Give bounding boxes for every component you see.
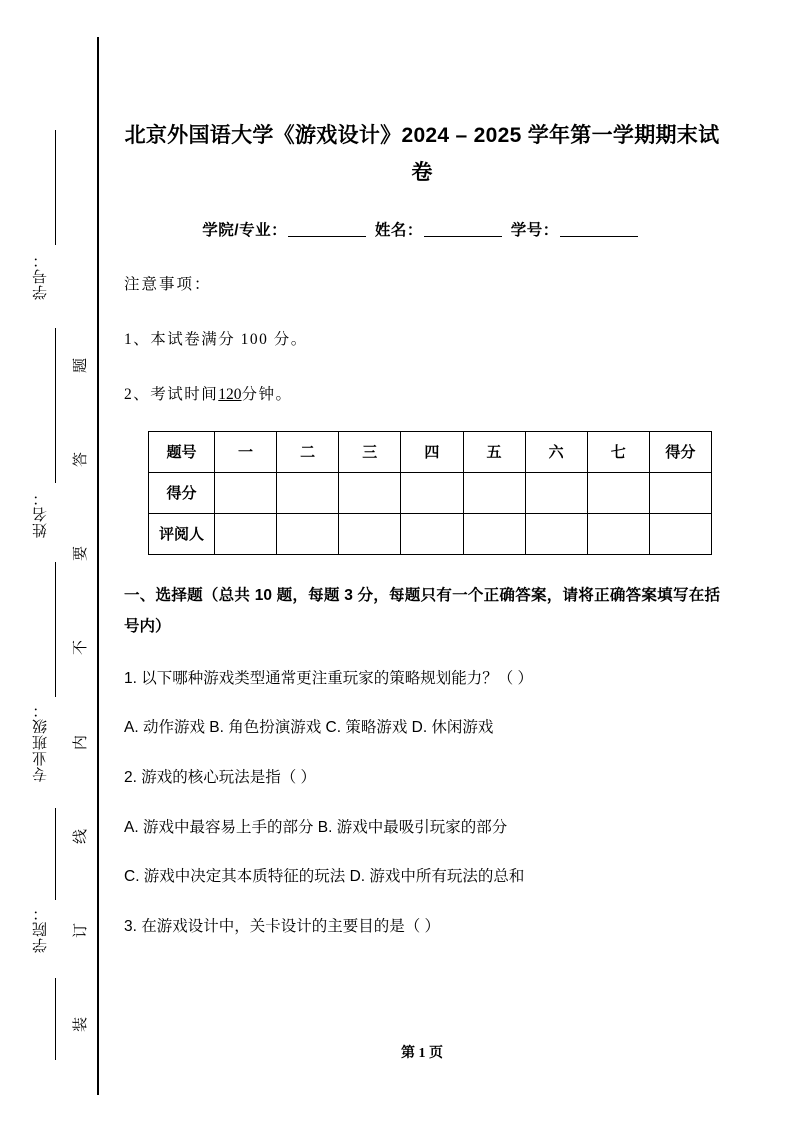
student-id-label: 学号： bbox=[510, 221, 559, 239]
score-row-label: 得分 bbox=[149, 472, 215, 513]
seal-char: 题 bbox=[73, 357, 90, 374]
seal-char: 订 bbox=[73, 922, 90, 938]
name-blank[interactable] bbox=[424, 236, 502, 237]
seal-inner-text bbox=[66, 355, 94, 1035]
reviewer-cell[interactable] bbox=[215, 513, 277, 554]
page-footer: 第 1 页 bbox=[401, 1046, 443, 1061]
notice-item-2-prefix: 2、考试时间 bbox=[124, 385, 219, 403]
score-cell[interactable] bbox=[215, 472, 277, 513]
section-heading-1: 一、选择题（总共 10 题，每题 3 分，每题只有一个正确答案，请将正确答案填写在括号内） bbox=[124, 586, 720, 635]
seal-label-class: 专业班级： bbox=[33, 702, 49, 782]
reviewer-cell[interactable] bbox=[463, 513, 525, 554]
score-table-header-cell: 三 bbox=[339, 431, 401, 472]
table-row bbox=[149, 513, 712, 554]
college-major-label: 学院/专业： bbox=[202, 221, 288, 239]
exam-duration-value: 120 bbox=[218, 385, 242, 403]
score-table-header-cell: 一 bbox=[215, 431, 277, 472]
question-2-text: 2. 游戏的核心玩法是指（ ） bbox=[124, 769, 317, 787]
score-cell[interactable] bbox=[339, 472, 401, 513]
notice-item-1 bbox=[124, 327, 720, 349]
score-cell[interactable] bbox=[649, 472, 711, 513]
score-table-header-cell: 六 bbox=[525, 431, 587, 472]
paper-content bbox=[124, 0, 720, 941]
score-table-header-cell: 得分 bbox=[649, 431, 711, 472]
question-1-text: 1. 以下哪种游戏类型通常更注重玩家的策略规划能力？（ ） bbox=[124, 669, 534, 687]
seal-label-student-id: 学号： bbox=[33, 252, 49, 300]
reviewer-cell[interactable] bbox=[277, 513, 339, 554]
score-cell[interactable] bbox=[463, 472, 525, 513]
reviewer-cell[interactable] bbox=[649, 513, 711, 554]
score-cell[interactable] bbox=[525, 472, 587, 513]
seal-char: 内 bbox=[73, 734, 90, 750]
question-3-text: 3. 在游戏设计中，关卡设计的主要目的是（ ） bbox=[124, 918, 441, 936]
name-label: 姓名： bbox=[374, 221, 423, 239]
question-1-options: A. 动作游戏 B. 角色扮演游戏 C. 策略游戏 D. 休闲游戏 bbox=[124, 718, 494, 736]
seal-line-segment bbox=[55, 328, 56, 483]
seal-char: 不 bbox=[73, 640, 90, 656]
question-2-options-line-2: C. 游戏中决定其本质特征的玩法 D. 游戏中所有玩法的总和 bbox=[124, 867, 525, 885]
score-cell[interactable] bbox=[587, 472, 649, 513]
seal-inner-vertical-line bbox=[97, 37, 99, 1095]
table-row bbox=[149, 431, 712, 472]
seal-label-name: 姓名： bbox=[33, 490, 49, 538]
student-id-blank[interactable] bbox=[560, 236, 638, 237]
seal-char: 答 bbox=[73, 452, 90, 468]
score-table bbox=[148, 431, 712, 555]
seal-char: 要 bbox=[73, 546, 90, 562]
score-table-header-cell: 二 bbox=[277, 431, 339, 472]
score-cell[interactable] bbox=[277, 472, 339, 513]
seal-char: 装 bbox=[73, 1016, 90, 1032]
page-title: 北京外国语大学《游戏设计》2024 – 2025 学年第一学期期末试卷 bbox=[124, 124, 720, 184]
seal-line-segment bbox=[55, 808, 56, 900]
notice-item-2-suffix: 分钟。 bbox=[241, 385, 293, 403]
reviewer-row-label: 评阅人 bbox=[149, 513, 215, 554]
notice-item-1-text: 1、本试卷满分 100 分。 bbox=[124, 330, 308, 348]
score-cell[interactable] bbox=[401, 472, 463, 513]
student-info-line bbox=[124, 218, 720, 240]
seal-char: 线 bbox=[73, 828, 90, 844]
college-major-blank[interactable] bbox=[288, 236, 366, 237]
score-table-header-cell: 四 bbox=[401, 431, 463, 472]
seal-line-segment bbox=[55, 562, 56, 697]
reviewer-cell[interactable] bbox=[587, 513, 649, 554]
score-table-header-cell: 七 bbox=[587, 431, 649, 472]
seal-label-college: 学院： bbox=[33, 905, 49, 953]
notice-heading: 注意事项： bbox=[124, 275, 212, 293]
table-row bbox=[149, 472, 712, 513]
reviewer-cell[interactable] bbox=[525, 513, 587, 554]
seal-line-segment bbox=[55, 130, 56, 245]
notice-item-2 bbox=[124, 382, 720, 404]
score-table-header-cell: 题号 bbox=[149, 431, 215, 472]
score-table-header-cell: 五 bbox=[463, 431, 525, 472]
reviewer-cell[interactable] bbox=[401, 513, 463, 554]
seal-line-segment bbox=[55, 978, 56, 1060]
reviewer-cell[interactable] bbox=[339, 513, 401, 554]
question-2-options-line-1: A. 游戏中最容易上手的部分 B. 游戏中最吸引玩家的部分 bbox=[124, 818, 508, 836]
